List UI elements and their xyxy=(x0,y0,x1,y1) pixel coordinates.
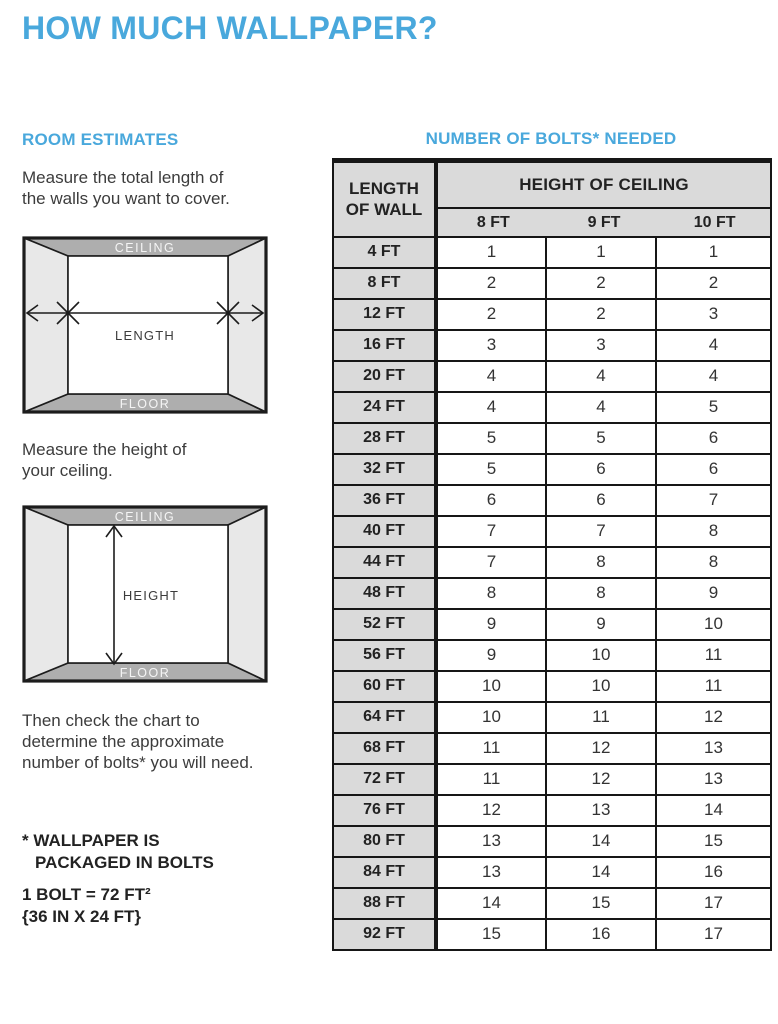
bolts-value-cell: 4 xyxy=(546,392,656,423)
bolts-value-cell: 14 xyxy=(546,826,656,857)
bolts-value-cell: 7 xyxy=(436,547,546,578)
bolts-value-cell: 11 xyxy=(436,733,546,764)
bolts-value-cell: 4 xyxy=(656,330,771,361)
table-row xyxy=(333,702,771,733)
wall-length-cell: 52 FT xyxy=(333,609,436,640)
table-row xyxy=(333,609,771,640)
table-row xyxy=(333,578,771,609)
instruction-line: determine the approximate xyxy=(22,732,225,752)
wall-length-cell: 28 FT xyxy=(333,423,436,454)
back-wall-panel xyxy=(68,256,228,394)
bolts-value-cell: 8 xyxy=(546,547,656,578)
wall-length-cell: 32 FT xyxy=(333,454,436,485)
table-row xyxy=(333,547,771,578)
bolts-value-cell: 4 xyxy=(546,361,656,392)
bolts-value-cell: 17 xyxy=(656,888,771,919)
bolts-value-cell: 6 xyxy=(656,423,771,454)
instruction-line: Then check the chart to xyxy=(22,711,200,730)
instruction-line: number of bolts* you will need. xyxy=(22,753,254,773)
table-row xyxy=(333,237,771,268)
table-row xyxy=(333,516,771,547)
bolts-value-cell: 2 xyxy=(436,299,546,330)
table-row xyxy=(333,299,771,330)
bolts-value-cell: 3 xyxy=(656,299,771,330)
wall-length-cell: 12 FT xyxy=(333,299,436,330)
left-wall-panel xyxy=(24,507,68,681)
bolts-value-cell: 9 xyxy=(436,609,546,640)
table-row xyxy=(333,671,771,702)
table-row xyxy=(333,733,771,764)
page-title: HOW MUCH WALLPAPER? xyxy=(22,10,438,46)
bolts-value-cell: 10 xyxy=(436,702,546,733)
wall-length-cell: 40 FT xyxy=(333,516,436,547)
wall-length-cell: 24 FT xyxy=(333,392,436,423)
length-of-wall-header xyxy=(333,161,436,237)
wall-length-cell: 84 FT xyxy=(333,857,436,888)
bolts-value-cell: 15 xyxy=(546,888,656,919)
wall-length-cell: 92 FT xyxy=(333,919,436,950)
bolt-size-info xyxy=(22,884,151,928)
height-of-ceiling-header: HEIGHT OF CEILING xyxy=(436,161,771,208)
wall-length-cell: 60 FT xyxy=(333,671,436,702)
table-row xyxy=(333,392,771,423)
bolt-dimensions: {36 IN X 24 FT} xyxy=(22,907,142,927)
wall-length-cell: 68 FT xyxy=(333,733,436,764)
footnote-line: * WALLPAPER IS xyxy=(22,831,160,850)
bolts-table xyxy=(332,158,772,951)
wall-length-cell: 56 FT xyxy=(333,640,436,671)
bolts-value-cell: 12 xyxy=(546,733,656,764)
table-row xyxy=(333,361,771,392)
instruction-line: Measure the total length of xyxy=(22,168,224,187)
bolts-value-cell: 14 xyxy=(436,888,546,919)
ceiling-height-header: 8 FT xyxy=(476,213,510,231)
bolts-value-cell: 14 xyxy=(656,795,771,826)
bolts-value-cell: 13 xyxy=(436,857,546,888)
right-wall-panel xyxy=(228,238,266,412)
bolts-value-cell: 10 xyxy=(436,671,546,702)
bolts-value-cell: 7 xyxy=(546,516,656,547)
header-line: LENGTH xyxy=(349,179,419,198)
bolts-value-cell: 11 xyxy=(656,671,771,702)
bolts-value-cell: 12 xyxy=(546,764,656,795)
bolts-value-cell: 9 xyxy=(436,640,546,671)
table-row xyxy=(333,919,771,950)
bolts-value-cell: 5 xyxy=(656,392,771,423)
bolts-value-cell: 4 xyxy=(436,361,546,392)
right-wall-panel xyxy=(228,507,266,681)
bolts-value-cell: 6 xyxy=(436,485,546,516)
bolts-value-cell: 15 xyxy=(436,919,546,950)
bolts-value-cell: 3 xyxy=(546,330,656,361)
wall-length-cell: 80 FT xyxy=(333,826,436,857)
ceiling-height-header: 9 FT xyxy=(587,213,621,231)
bolts-value-cell: 8 xyxy=(436,578,546,609)
table-header-row xyxy=(333,161,771,208)
bolts-value-cell: 10 xyxy=(656,609,771,640)
wall-length-cell: 20 FT xyxy=(333,361,436,392)
bolts-value-cell: 8 xyxy=(656,547,771,578)
bolts-value-cell: 13 xyxy=(436,826,546,857)
table-row xyxy=(333,423,771,454)
bolts-value-cell: 11 xyxy=(546,702,656,733)
wall-length-cell: 48 FT xyxy=(333,578,436,609)
measure-length-instruction xyxy=(22,167,230,209)
bolts-value-cell: 2 xyxy=(546,268,656,299)
wall-length-cell: 44 FT xyxy=(333,547,436,578)
bolts-value-cell: 15 xyxy=(656,826,771,857)
bolts-value-cell: 7 xyxy=(436,516,546,547)
wall-length-cell: 4 FT xyxy=(333,237,436,268)
table-row xyxy=(333,330,771,361)
table-row xyxy=(333,485,771,516)
table-row xyxy=(333,454,771,485)
bolts-value-cell: 6 xyxy=(546,454,656,485)
bolts-value-cell: 11 xyxy=(436,764,546,795)
bolts-value-cell: 10 xyxy=(546,671,656,702)
check-chart-instruction xyxy=(22,710,254,773)
bolts-value-cell: 14 xyxy=(546,857,656,888)
bolts-value-cell: 16 xyxy=(656,857,771,888)
floor-label: FLOOR xyxy=(119,666,171,680)
bolts-value-cell: 3 xyxy=(436,330,546,361)
length-label: LENGTH xyxy=(115,328,175,343)
bolts-value-cell: 6 xyxy=(546,485,656,516)
bolts-value-cell: 1 xyxy=(656,237,771,268)
wall-length-cell: 72 FT xyxy=(333,764,436,795)
ceiling-height-header: 10 FT xyxy=(693,213,736,231)
table-row xyxy=(333,795,771,826)
bolts-value-cell: 12 xyxy=(436,795,546,826)
table-row xyxy=(333,640,771,671)
bolts-value-cell: 7 xyxy=(656,485,771,516)
wall-length-cell: 36 FT xyxy=(333,485,436,516)
bolts-value-cell: 9 xyxy=(546,609,656,640)
bolts-value-cell: 13 xyxy=(546,795,656,826)
room-estimates-heading: ROOM ESTIMATES xyxy=(22,130,179,149)
bolts-value-cell: 10 xyxy=(546,640,656,671)
bolts-value-cell: 2 xyxy=(546,299,656,330)
bolts-needed-heading: NUMBER OF BOLTS* NEEDED xyxy=(425,129,677,148)
table-row xyxy=(333,857,771,888)
left-wall-panel xyxy=(24,238,68,412)
bolts-value-cell: 5 xyxy=(436,454,546,485)
bolts-value-cell: 8 xyxy=(546,578,656,609)
instruction-line: your ceiling. xyxy=(22,461,113,481)
bolts-value-cell: 6 xyxy=(656,454,771,485)
table-row xyxy=(333,268,771,299)
wall-length-cell: 16 FT xyxy=(333,330,436,361)
wall-length-cell: 76 FT xyxy=(333,795,436,826)
wall-length-cell: 64 FT xyxy=(333,702,436,733)
bolts-value-cell: 11 xyxy=(656,640,771,671)
wall-length-cell: 88 FT xyxy=(333,888,436,919)
bolts-value-cell: 13 xyxy=(656,733,771,764)
instruction-line: Measure the height of xyxy=(22,440,187,459)
bolts-value-cell: 1 xyxy=(546,237,656,268)
ceiling-heights-row xyxy=(436,208,771,237)
bolts-value-cell: 9 xyxy=(656,578,771,609)
instruction-line: the walls you want to cover. xyxy=(22,189,230,209)
bolts-value-cell: 5 xyxy=(436,423,546,454)
bolts-value-cell: 4 xyxy=(656,361,771,392)
bolts-value-cell: 2 xyxy=(436,268,546,299)
bolts-value-cell: 2 xyxy=(656,268,771,299)
header-line: OF WALL xyxy=(345,200,423,220)
table-row xyxy=(333,888,771,919)
bolts-value-cell: 13 xyxy=(656,764,771,795)
bolts-value-cell: 4 xyxy=(436,392,546,423)
measure-height-instruction xyxy=(22,439,186,481)
floor-label: FLOOR xyxy=(119,397,171,411)
bolts-value-cell: 1 xyxy=(436,237,546,268)
table-row xyxy=(333,826,771,857)
wall-length-cell: 8 FT xyxy=(333,268,436,299)
table-row xyxy=(333,764,771,795)
bolts-value-cell: 12 xyxy=(656,702,771,733)
ceiling-label: CEILING xyxy=(114,241,176,255)
bolts-value-cell: 17 xyxy=(656,919,771,950)
room-length-diagram xyxy=(22,236,268,414)
footnote-line: PACKAGED IN BOLTS xyxy=(35,853,214,873)
room-height-diagram xyxy=(22,505,268,683)
height-label: HEIGHT xyxy=(122,588,180,603)
ceiling-label: CEILING xyxy=(114,510,176,524)
bolt-equation: 1 BOLT = 72 FT² xyxy=(22,885,151,904)
bolts-value-cell: 16 xyxy=(546,919,656,950)
bolts-value-cell: 5 xyxy=(546,423,656,454)
bolts-value-cell: 8 xyxy=(656,516,771,547)
wallpaper-bolts-footnote xyxy=(22,830,214,874)
